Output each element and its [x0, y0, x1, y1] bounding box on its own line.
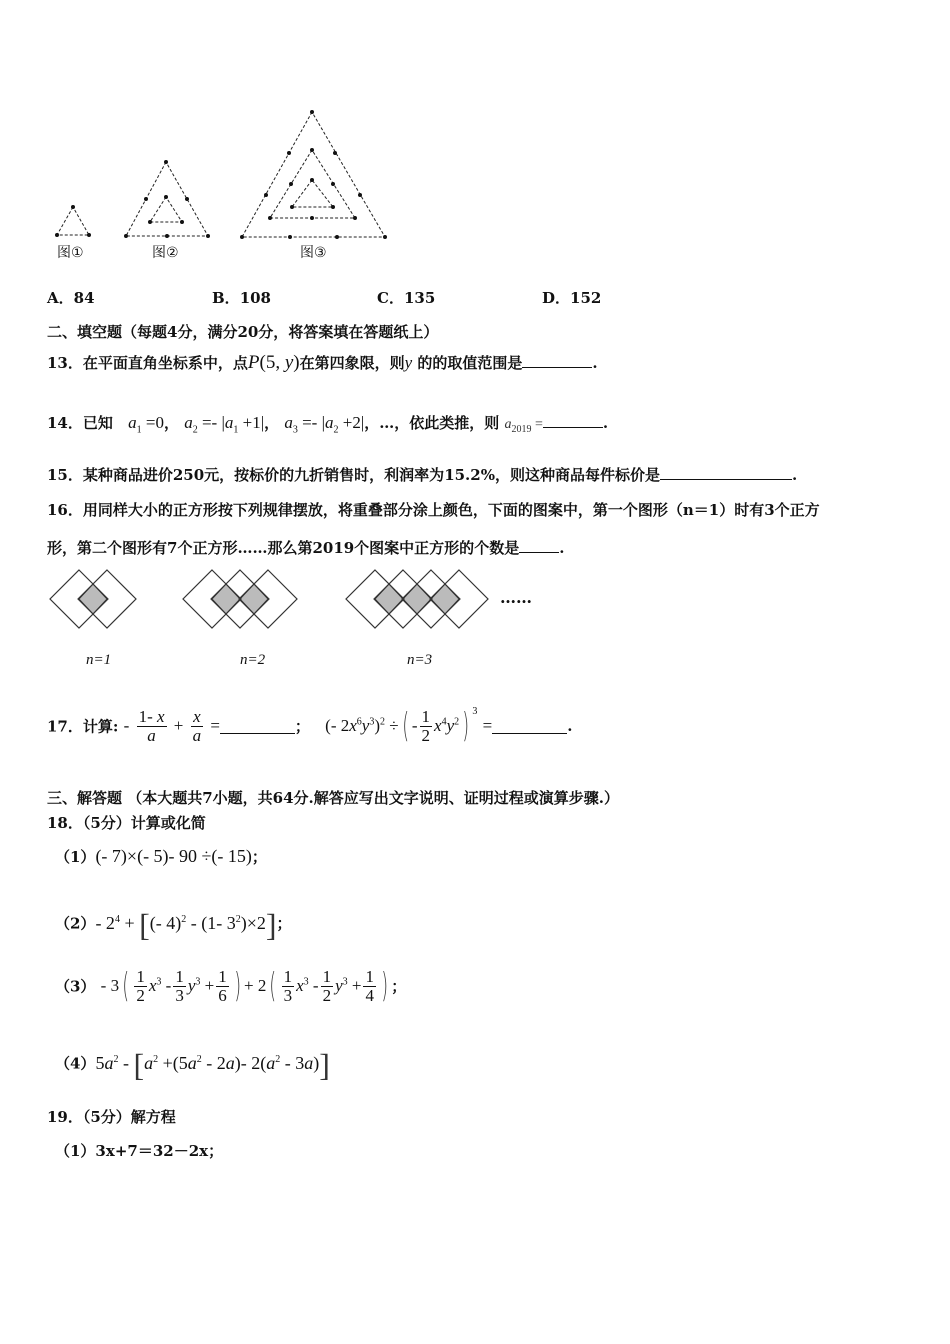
- question-18-part-4: $(4)5a^2 - [a^2 +(5a^2 - 2a)-$ $2(a^2 - 3a)$]: [55, 1046, 330, 1082]
- figure-caption-2: 图②: [152, 245, 179, 261]
- pattern-label-n1: n=1: [86, 652, 112, 668]
- question-18-title: 18．（5分）计算或化简: [47, 814, 206, 832]
- section-3-heading: 三、解答题 （本大题共7小题，共64分.解答应写出文字说明、证明过程或演算步骤.）: [47, 789, 619, 807]
- question-17: 17．计算: - $\frac{1- x}{a}$ + $\frac{x}{a}$ = ； (- $2x^6y^3)^2$ ÷( - $\frac{1}{2}$ $x^4y^2$) $^3$ = .: [47, 706, 573, 746]
- answer-blank[interactable]: [522, 353, 592, 368]
- option-b: B．108: [212, 289, 271, 307]
- question-15: 15．某种商品进价250元，按标价的九折销售时，利润率为15.2%，则这种商品每件标价是 .: [47, 466, 798, 484]
- answer-blank[interactable]: [660, 465, 792, 480]
- pattern-label-n3: n=3: [407, 652, 433, 668]
- question-16-line-1: 16．用同样大小的正方形按下列规律摆放，将重叠部分涂上颜色，下面的图案中，第一个图形（n＝1）时有3个正方: [47, 501, 820, 519]
- answer-blank[interactable]: [543, 413, 603, 428]
- answer-blank[interactable]: [492, 719, 567, 734]
- question-18-part-1: （1）(- 7)×(- 5)- 90 ÷(- 15)；: [55, 846, 267, 866]
- answer-blank[interactable]: [519, 538, 559, 553]
- figure-caption-1: 图①: [57, 245, 84, 261]
- question-13: 13．在平面直角坐标系中，点P(5, y)在第四象限，则y 的的取值范围是 .: [47, 352, 598, 373]
- question-18-part-2: （2）- $2^4$ + [(- 4)$^2$ - (1- $3^2)\times 2$]；: [55, 906, 292, 942]
- option-c: C．135: [377, 289, 436, 307]
- square-pattern-figures: [45, 565, 505, 635]
- pattern-ellipsis: ……: [500, 588, 532, 607]
- question-19-part-1: （1）3x+7＝32－2x；: [55, 1142, 224, 1160]
- question-16-line-2: 形，第二个图形有7个正方形……那么第2019个图案中正方形的个数是 .: [47, 539, 565, 557]
- option-a: A．84: [47, 289, 95, 307]
- pattern-label-n2: n=2: [240, 652, 266, 668]
- question-19-title: 19．（5分）解方程: [47, 1108, 176, 1126]
- question-14: 14．已知 $a_1 =0$， $a_2 =- |a_1 +1|$， $a_3 =- |a_2 +2|$，…，依此类推，则 $a_{2019}$ = .: [47, 413, 609, 436]
- section-2-heading: 二、填空题（每题4分，满分20分，将答案填在答题纸上）: [47, 323, 439, 341]
- dot-triangle-figures: [40, 100, 400, 250]
- question-18-part-3: （3） - 3( $\frac{1}{2}$ $x^3$ - $\frac{1}{3}$ $y^3$ + $\frac{1}{6}$ ) + 2( $\frac{1}{3}$ $x^3$ - $\frac{1}{2}$ $y^3$ + $\frac{1}{4}$ ) ；: [55, 966, 407, 1006]
- answer-blank[interactable]: [220, 719, 295, 734]
- option-d: D．152: [542, 289, 602, 307]
- figure-caption-3: 图③: [300, 245, 327, 261]
